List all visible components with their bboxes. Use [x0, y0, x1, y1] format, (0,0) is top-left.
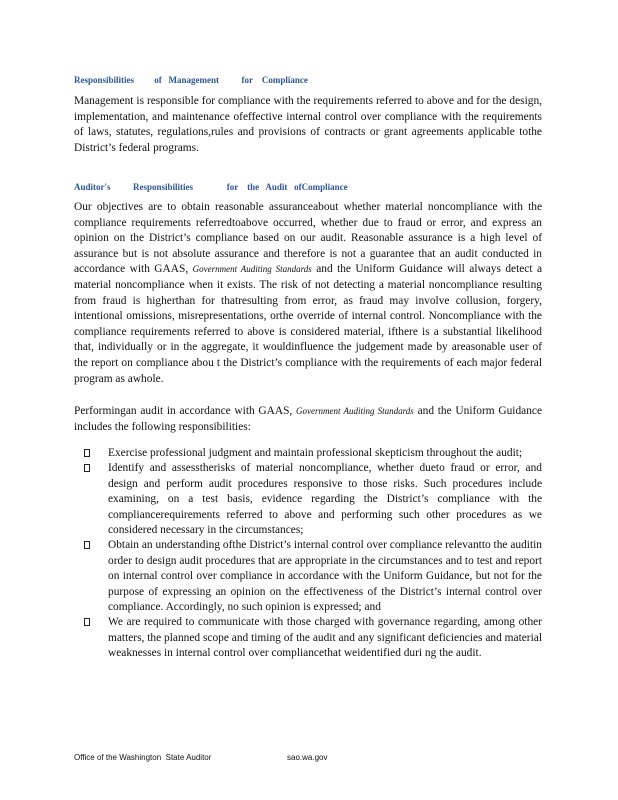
footer-office-name: Office of the Washington State Auditor: [74, 753, 212, 762]
list-item: [84, 461, 542, 538]
bullet-box-icon: [84, 618, 90, 626]
government-auditing-standards-italic-2: Government Auditing Standards: [296, 406, 414, 416]
paragraph-objectives-part2: and the Uniform Guidance will always detect a material noncompliance when it exists. The risk of not detecting a material noncompliance resulting from fraud is higherthan for thatresulting from error, as fraud may involve collusion, forgery, intentional omissions, misrepresentations, orthe override of internal control. Noncompliance with the compliance requirements referred to above is considered material, ifthere is a substantial likelihood that, individually or in the aggregate, it wouldinfluence the judgement made by areasonable user of the report on compliance abou t the District’s compliance with the requirements of each major federal program as awhole.: [74, 263, 542, 385]
list-item-text: We are required to communicate with those charged with governance regarding, among other matters, the planned scope and timing of the audit and any significant deficiencies and material weaknesses in internal control over compliancethat weidentified duri ng the audit.: [108, 616, 542, 660]
heading-management-responsibilities: Responsibilities of Management for Compliance: [74, 75, 308, 85]
bullet-box-icon: [84, 449, 90, 457]
list-item: [84, 538, 542, 615]
list-item-text: Obtain an understanding ofthe District’s internal control over compliance relevantto the auditin order to design audit procedures that are appropriate in the circumstances and to test and report on internal control over compliance in accordance with the Uniform Guidance, but not for the purpose of expressing an opinion on the effectiveness of the District’s internal control over compliance. Accordingly, no such opinion is expressed; and: [108, 539, 542, 614]
paragraph-performing-part2: and the Uniform Guidance includes the following responsibilities:: [74, 405, 543, 433]
heading-auditor-responsibilities: Auditor's Responsibilities for the Audit ofCompliance: [74, 182, 348, 192]
paragraph-performing-part1: Performingan audit in accordance with GAAS,: [74, 405, 293, 417]
responsibilities-list: [84, 446, 542, 662]
list-item: [84, 615, 542, 661]
list-item-text: Identify and assesstherisks of material noncompliance, whether dueto fraud or error, and design and perform audit procedures responsive to those risks. Such procedures include examining, on a test basis, evidence regarding the District’s compliance with the compliancerequirements referred to above and performing such other procedures as we considered necessary in the circumstances;: [108, 462, 542, 537]
paragraph-objectives: [74, 200, 542, 387]
government-auditing-standards-italic: Government Auditing Standards: [192, 264, 312, 275]
bullet-box-icon: [84, 541, 90, 549]
footer-website: sao.wa.gov: [287, 753, 328, 762]
bullet-box-icon: [84, 464, 90, 472]
list-item: [84, 446, 542, 461]
paragraph-objectives-part1: Our objectives are to obtain reasonable assuranceabout whether material noncompliance with the compliance requirements referredtoabove occurred, whether due to fraud or error, and express an opinion on the District’s compliance based on our audit. Reasonable assurance is a high level of assurance but is not absolute assurance and therefore is not a guarantee that an audit conducted in accordance with GAAS,: [74, 201, 542, 276]
list-item-text: Exercise professional judgment and maintain professional skepticism throughout the audit;: [108, 447, 523, 459]
paragraph-performing-audit: [74, 404, 542, 435]
paragraph-management: Management is responsible for compliance with the requirements referred to above and for the design, implementation, and maintenance ofeffective internal control over compliance with the requirements of laws, statutes, regulations,rules and provisions of contracts or grant agreements applicable tothe District’s federal programs.: [74, 95, 542, 154]
